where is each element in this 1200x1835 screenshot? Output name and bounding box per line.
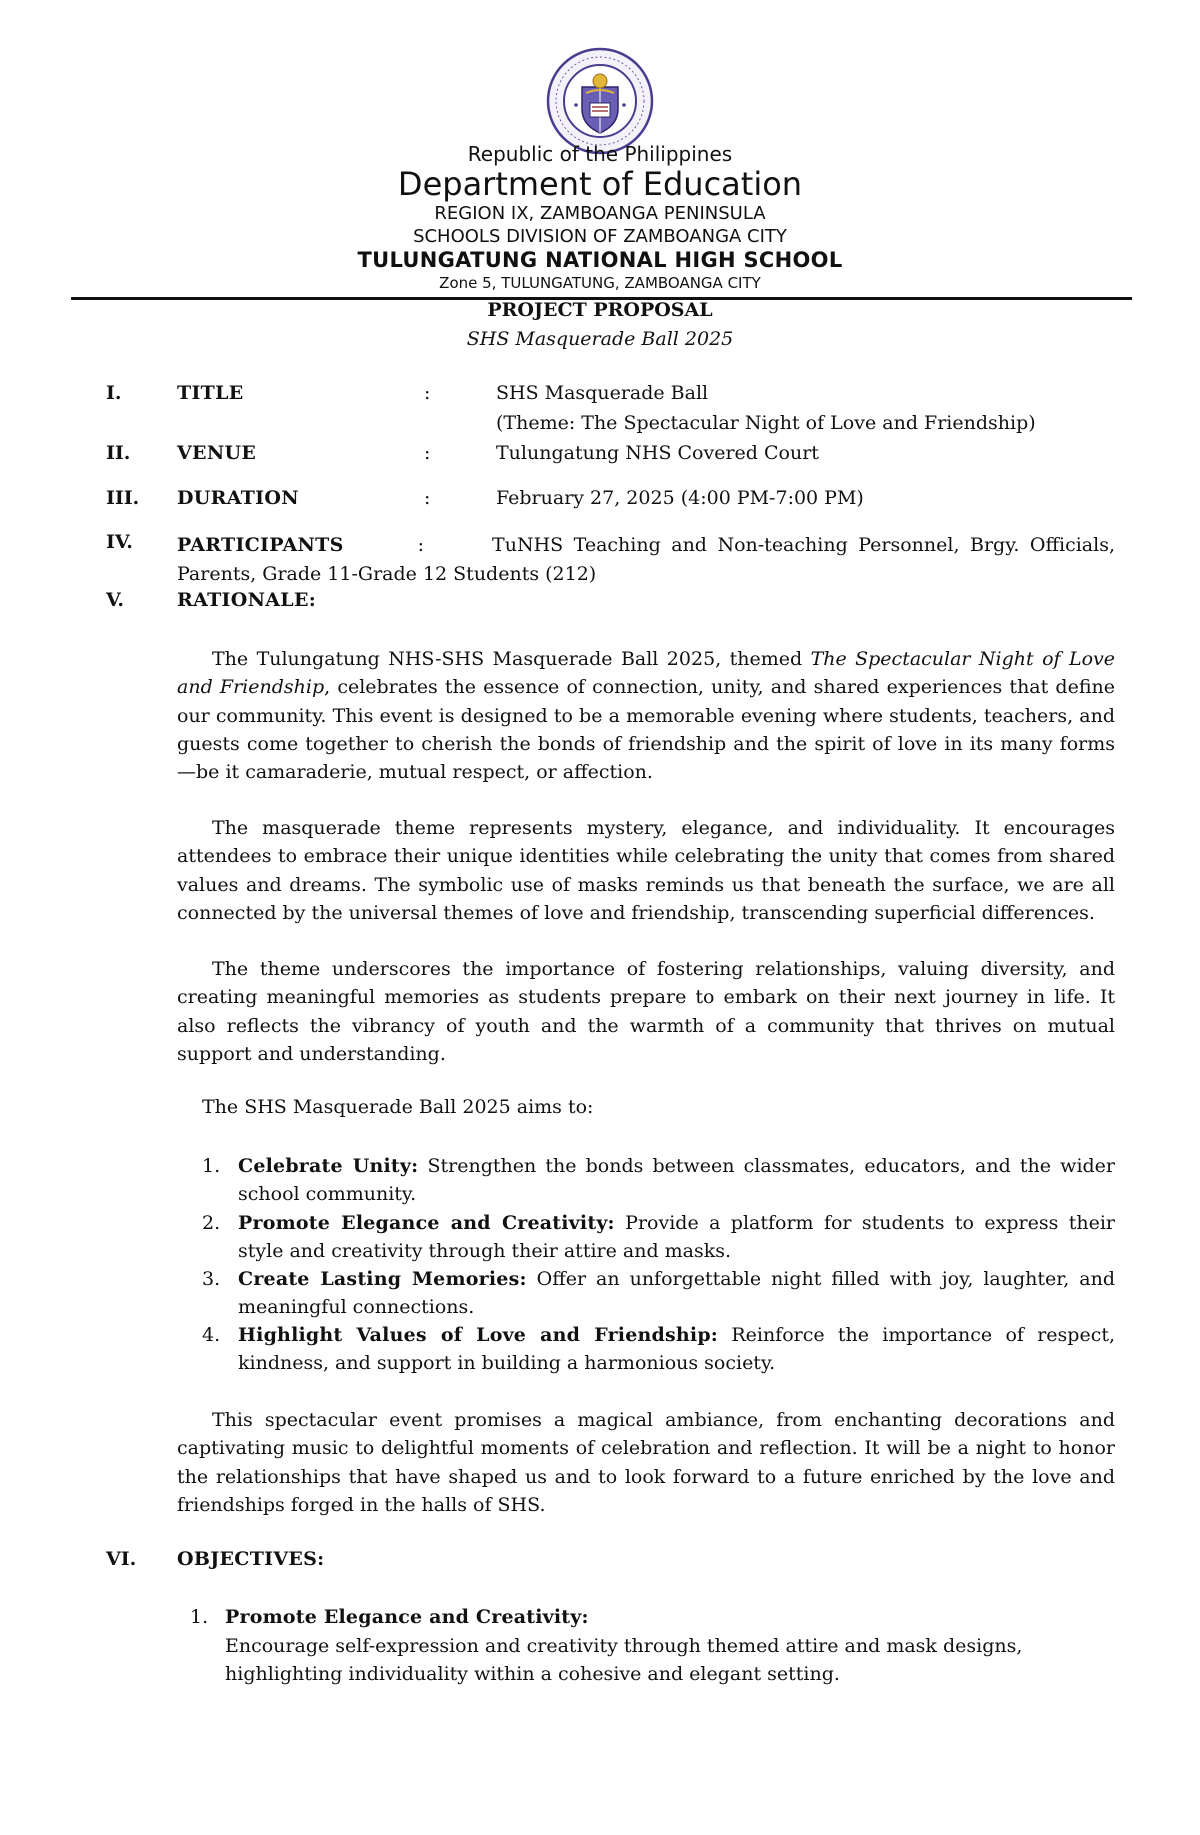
section-number-venue: II. bbox=[106, 442, 131, 464]
section-colon-duration: : bbox=[424, 487, 431, 509]
document-subtitle: SHS Masquerade Ball 2025 bbox=[466, 328, 734, 350]
theme-name: The Spectacular Night of Love and Friendship bbox=[177, 648, 1115, 699]
section-colon-title: : bbox=[424, 382, 431, 404]
header-region: REGION IX, ZAMBOANGA PENINSULA bbox=[434, 203, 766, 224]
section-colon-participants: : bbox=[417, 534, 425, 556]
objective-item: 1. Promote Elegance and Creativity: Encourage self-expression and creativity through themed attire and mask designs, highlighting individuality within a cohesive and elegant setting. bbox=[190, 1606, 1023, 1685]
rationale-paragraph-2: The masquerade theme represents mystery, elegance, and individuality. It encourages attendees to embrace their unique identities while celebrating the unity that comes from shared values and dreams. The symbolic use of masks reminds us that beneath the surface, we are all connected by the universal themes of love and friendship, transcending superficial differences. bbox=[177, 817, 1115, 924]
section-number-duration: III. bbox=[106, 487, 140, 509]
header-address: Zone 5, TULUNGATUNG, ZAMBOANGA CITY bbox=[439, 274, 761, 292]
header-department: Department of Education bbox=[397, 165, 803, 203]
header-division: SCHOOLS DIVISION OF ZAMBOANGA CITY bbox=[413, 226, 787, 247]
section-number-rationale: V. bbox=[106, 589, 125, 611]
section-value-participants: TuNHS Teaching and Non-teaching Personnel, Brgy. Officials, Parents, Grade 11-Grade 12 Students (212) bbox=[177, 534, 1115, 585]
aims-lead: The SHS Masquerade Ball 2025 aims to: bbox=[202, 1096, 594, 1118]
deped-seal-logo bbox=[546, 47, 654, 155]
aim-item: 4. Highlight Values of Love and Friendship: Reinforce the importance of respect, kindness, and support in building a harmonious society. bbox=[202, 1324, 1116, 1375]
section-colon-venue: : bbox=[424, 442, 431, 464]
document-title: PROJECT PROPOSAL bbox=[487, 299, 713, 321]
header-school-name: TULUNGATUNG NATIONAL HIGH SCHOOL bbox=[357, 248, 843, 272]
section-value-theme: (Theme: The Spectacular Night of Love and Friendship) bbox=[496, 412, 1036, 434]
section-value-title: SHS Masquerade Ball bbox=[496, 382, 709, 404]
section-value-venue: Tulungatung NHS Covered Court bbox=[496, 442, 819, 464]
aim-item: 1. Celebrate Unity: Strengthen the bonds between classmates, educators, and the wider school community. bbox=[202, 1155, 1116, 1206]
section-label-objectives: OBJECTIVES: bbox=[177, 1548, 325, 1570]
section-number-title: I. bbox=[106, 382, 122, 404]
rationale-paragraph-1: The Tulungatung NHS-SHS Masquerade Ball 2025, themed The Spectacular Night of Love and Friendship, celebrates the essence of connection, unity, and shared experiences that define our community. This event is designed to be a memorable evening where students, teachers, and guests come together to cherish the bonds of friendship and the spirit of love in its many forms—be it camaraderie, mutual respect, or affection. bbox=[177, 648, 1115, 784]
section-label-participants: PARTICIPANTS bbox=[177, 534, 344, 556]
section-participants bbox=[177, 531, 1115, 589]
section-label-duration: DURATION bbox=[177, 487, 299, 509]
rationale-paragraph-4: This spectacular event promises a magical ambiance, from enchanting decorations and captivating music to delightful moments of celebration and reflection. It will be a night to honor the relationships that have shaped us and to look forward to a future enriched by the love and friendships forged in the halls of SHS. bbox=[177, 1409, 1115, 1516]
section-label-rationale: RATIONALE: bbox=[177, 589, 317, 611]
section-label-venue: VENUE bbox=[177, 442, 257, 464]
rationale-paragraph-3: The theme underscores the importance of fostering relationships, valuing diversity, and creating meaningful memories as students prepare to embark on their next journey in life. It also reflects the vibrancy of youth and the warmth of a community that thrives on mutual support and understanding. bbox=[177, 958, 1115, 1065]
section-label-title: TITLE bbox=[177, 382, 244, 404]
header-republic: Republic of the Philippines bbox=[467, 142, 733, 166]
aim-item: 2. Promote Elegance and Creativity: Provide a platform for students to express their style and creativity through their attire and masks. bbox=[202, 1212, 1115, 1263]
section-number-participants: IV. bbox=[106, 531, 133, 553]
section-number-objectives: VI. bbox=[106, 1548, 137, 1570]
section-value-duration: February 27, 2025 (4:00 PM-7:00 PM) bbox=[496, 487, 864, 509]
aim-item: 3. Create Lasting Memories: Offer an unforgettable night filled with joy, laughter, and meaningful connections. bbox=[202, 1268, 1115, 1319]
